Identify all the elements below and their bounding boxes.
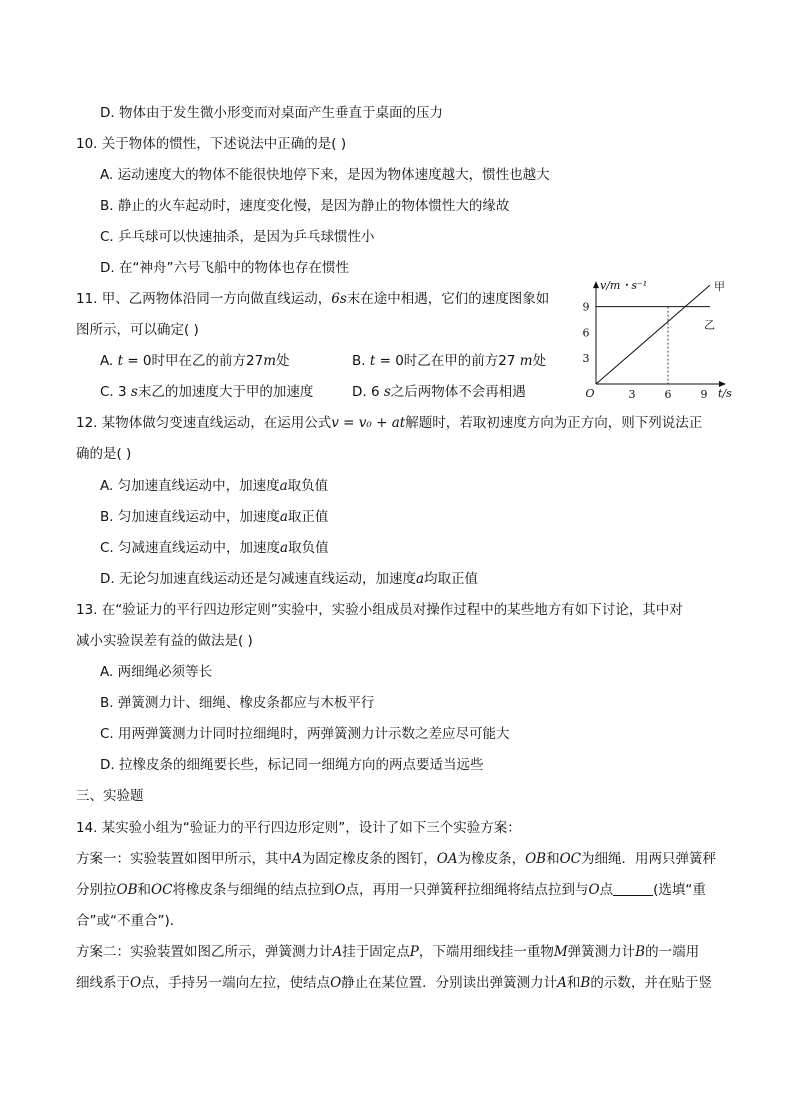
q10-option-b: B. 静止的火车起动时，速度变化慢，是因为静止的物体惯性大的缘故 (100, 198, 510, 214)
series-line (596, 285, 710, 384)
q12-option-d: D. 无论匀加速直线运动还是匀减速直线运动，加速度a均取正值 (100, 571, 479, 587)
section-title: 三、实验题 (76, 788, 144, 804)
q13-stem-line2: 减小实验误差有益的做法是( ) (76, 633, 253, 649)
q11-option-c: C. 3 s末乙的加速度大于甲的加速度 (100, 384, 314, 400)
q14-scheme1-line2: 分别拉OB和OC将橡皮条与细绳的结点拉到O点，再用一只弹簧秤拉细绳将结点拉到与O点 (选填“重 (76, 882, 706, 898)
q14-scheme1-line3: 合”或“不重合”)． (76, 913, 184, 929)
y-axis-arrow (593, 281, 599, 288)
q10-stem: 10. 关于物体的惯性，下述说法中正确的是( ) (76, 136, 347, 152)
q12-option-a: A. 匀加速直线运动中，加速度a取负值 (100, 478, 329, 494)
velocity-time-graph (574, 272, 732, 404)
q9-option-d: D. 物体由于发生微小形变而对桌面产生垂直于桌面的压力 (100, 105, 443, 121)
q13-stem-line1: 13. 在“验证力的平行四边形定则”实验中，实验小组成员对操作过程中的某些地方有如下讨论，其中对 (76, 602, 683, 618)
q13-option-c: C. 用两弹簧测力计同时拉细绳时，两弹簧测力计示数之差应尽可能大 (100, 726, 510, 742)
y-tick-label: 6 (582, 326, 590, 340)
x-tick-label: 3 (628, 388, 636, 401)
y-tick-label: 3 (582, 352, 590, 366)
y-axis-label: v/m・s⁻¹ (600, 279, 648, 293)
q12-option-c: C. 匀减速直线运动中，加速度a取负值 (100, 540, 329, 556)
q11-option-a: A. t = 0时甲在乙的前方27m处 (100, 353, 290, 369)
answer-blank[interactable] (613, 881, 653, 896)
series-label-yi: 乙 (704, 318, 715, 332)
q14-scheme2-line2: 细线系于O点，手持另一端向左拉，使结点O静止在某位置．分别读出弹簧测力计A和B的示数，并在贴于竖 (76, 975, 712, 991)
q13-option-b: B. 弹簧测力计、细绳、橡皮条都应与木板平行 (100, 695, 375, 711)
origin-label: O (585, 387, 595, 400)
q12-stem-line1: 12. 某物体做匀变速直线运动，在运用公式v = v₀ + at解题时，若取初速度方向为正方向，则下列说法正 (76, 415, 703, 431)
x-tick-label: 9 (700, 388, 708, 401)
q10-option-a: A. 运动速度大的物体不能很快地停下来，是因为物体速度越大，惯性也越大 (100, 167, 550, 183)
q12-stem-line2: 确的是( ) (76, 446, 132, 462)
y-tick-label: 9 (582, 300, 590, 314)
q14-stem: 14. 某实验小组为“验证力的平行四边形定则”，设计了如下三个实验方案： (76, 820, 521, 836)
series-label-jia: 甲 (714, 280, 725, 294)
q11-stem-line1: 11. 甲、乙两物体沿同一方向做直线运动，6s末在途中相遇，它们的速度图象如 (76, 291, 550, 307)
q11-option-d: D. 6 s之后两物体不会再相遇 (352, 384, 526, 400)
q13-option-d: D. 拉橡皮条的细绳要长些，标记同一细绳方向的两点要适当远些 (100, 757, 484, 773)
q10-option-c: C. 乒乓球可以快速抽杀，是因为乒乓球惯性小 (100, 229, 375, 245)
q11-stem-line2: 图所示，可以确定( ) (76, 322, 199, 338)
q10-option-d: D. 在“神舟”六号飞船中的物体也存在惯性 (100, 260, 349, 276)
x-tick-label: 6 (664, 388, 672, 401)
q13-option-a: A. 两细绳必须等长 (100, 664, 213, 680)
x-axis-label: t/s (718, 387, 732, 400)
q14-scheme1-line1: 方案一：实验装置如图甲所示，其中A为固定橡皮条的图钉，OA为橡皮条，OB和OC为细绳．用两只弹簧秤 (76, 851, 716, 867)
q11-option-b: B. t = 0时乙在甲的前方27 m处 (352, 353, 547, 369)
q12-option-b: B. 匀加速直线运动中，加速度a取正值 (100, 509, 329, 525)
q14-scheme2-line1: 方案二：实验装置如图乙所示，弹簧测力计A挂于固定点P，下端用细线挂一重物M弹簧测力计B的一端用 (76, 944, 700, 960)
